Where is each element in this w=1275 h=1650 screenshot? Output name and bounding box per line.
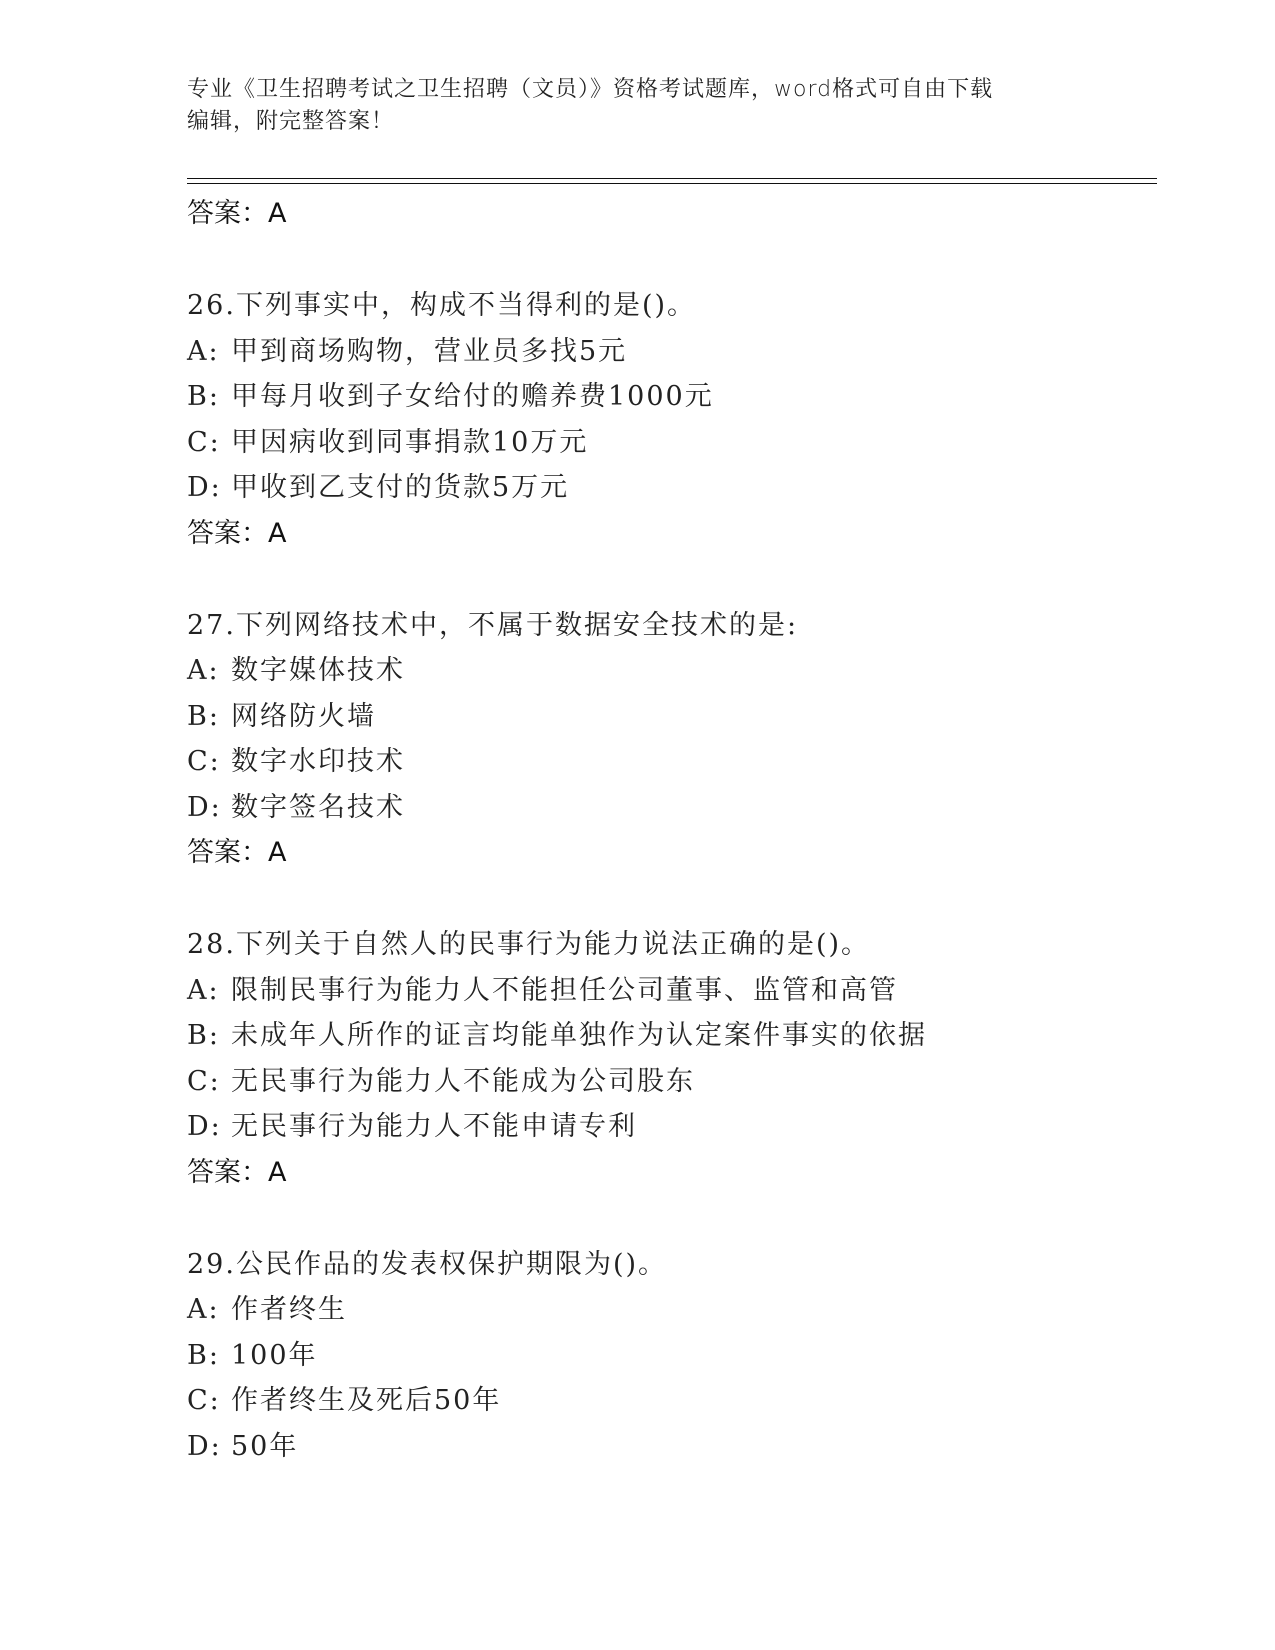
option-a (187, 329, 1167, 375)
option-text: 无民事行为能力人不能成为公司股东 (231, 1065, 695, 1097)
option-text: 数字水印技术 (231, 746, 405, 777)
option-b (187, 1013, 1167, 1059)
question-stem: 29.公民作品的发表权保护期限为()。 (187, 1248, 668, 1280)
header-rule-bottom (187, 183, 1157, 184)
option-key: D: (187, 1430, 222, 1462)
option-key: D: (187, 1111, 222, 1142)
option-key: B: (187, 700, 220, 732)
option-key: C: (187, 426, 221, 458)
option-key: A: (187, 655, 220, 686)
question-list (187, 191, 1167, 1469)
question-26 (187, 283, 1167, 557)
answer-line: 答案：A (187, 517, 287, 549)
option-key: A: (187, 335, 220, 367)
option-d (187, 785, 1167, 831)
option-text: 作者终生 (231, 1294, 347, 1325)
option-text: 甲每月收到子女给付的赡养费1000元 (231, 381, 714, 412)
option-key: D: (187, 472, 222, 503)
question-28 (187, 922, 1167, 1196)
option-key: C: (187, 1065, 221, 1097)
answer-line: 答案：A (187, 198, 287, 229)
option-a (187, 1287, 1167, 1333)
option-text: 100年 (231, 1339, 318, 1371)
option-text: 限制民事行为能力人不能担任公司董事、监管和高管 (231, 974, 898, 1006)
question-stem: 27.下列网络技术中，不属于数据安全技术的是: (187, 609, 799, 641)
option-key: D: (187, 791, 222, 823)
option-b (187, 1333, 1167, 1379)
option-c (187, 1378, 1167, 1424)
question-29 (187, 1242, 1167, 1470)
option-text: 未成年人所作的证言均能单独作为认定案件事实的依据 (231, 1020, 927, 1051)
question-stem: 28.下列关于自然人的民事行为能力说法正确的是()。 (187, 929, 871, 960)
header-line-1: 专业《卫生招聘考试之卫生招聘（文员）》资格考试题库，word格式可自由下载 (187, 77, 994, 102)
question-27 (187, 603, 1167, 877)
option-d (187, 1424, 1167, 1470)
question-stem: 26.下列事实中，构成不当得利的是()。 (187, 290, 697, 321)
option-b (187, 374, 1167, 420)
option-key: C: (187, 746, 221, 777)
option-key: A: (187, 974, 220, 1006)
option-text: 甲到商场购物，营业员多找5元 (231, 335, 628, 367)
option-a (187, 648, 1167, 694)
option-text: 数字签名技术 (231, 791, 405, 823)
option-text: 50年 (231, 1430, 299, 1462)
option-text: 网络防火墙 (231, 700, 376, 732)
option-a (187, 968, 1167, 1014)
option-text: 无民事行为能力人不能申请专利 (231, 1111, 637, 1142)
option-key: A: (187, 1294, 220, 1325)
option-d (187, 465, 1167, 511)
option-text: 甲因病收到同事捐款10万元 (231, 426, 589, 458)
document-header (187, 74, 1087, 138)
option-text: 甲收到乙支付的货款5万元 (231, 472, 570, 503)
option-key: B: (187, 1339, 220, 1371)
answer-line: 答案：A (187, 837, 287, 868)
option-text: 作者终生及死后50年 (231, 1385, 502, 1416)
option-key: B: (187, 381, 220, 412)
option-c (187, 1059, 1167, 1105)
option-c (187, 420, 1167, 466)
option-b (187, 694, 1167, 740)
option-c (187, 739, 1167, 785)
option-key: B: (187, 1020, 220, 1051)
answer-line: 答案：A (187, 1156, 287, 1188)
option-key: C: (187, 1385, 221, 1416)
option-d (187, 1104, 1167, 1150)
option-text: 数字媒体技术 (231, 655, 405, 686)
header-rule-top (187, 178, 1157, 179)
header-line-2: 编辑，附完整答案！ (187, 109, 395, 134)
